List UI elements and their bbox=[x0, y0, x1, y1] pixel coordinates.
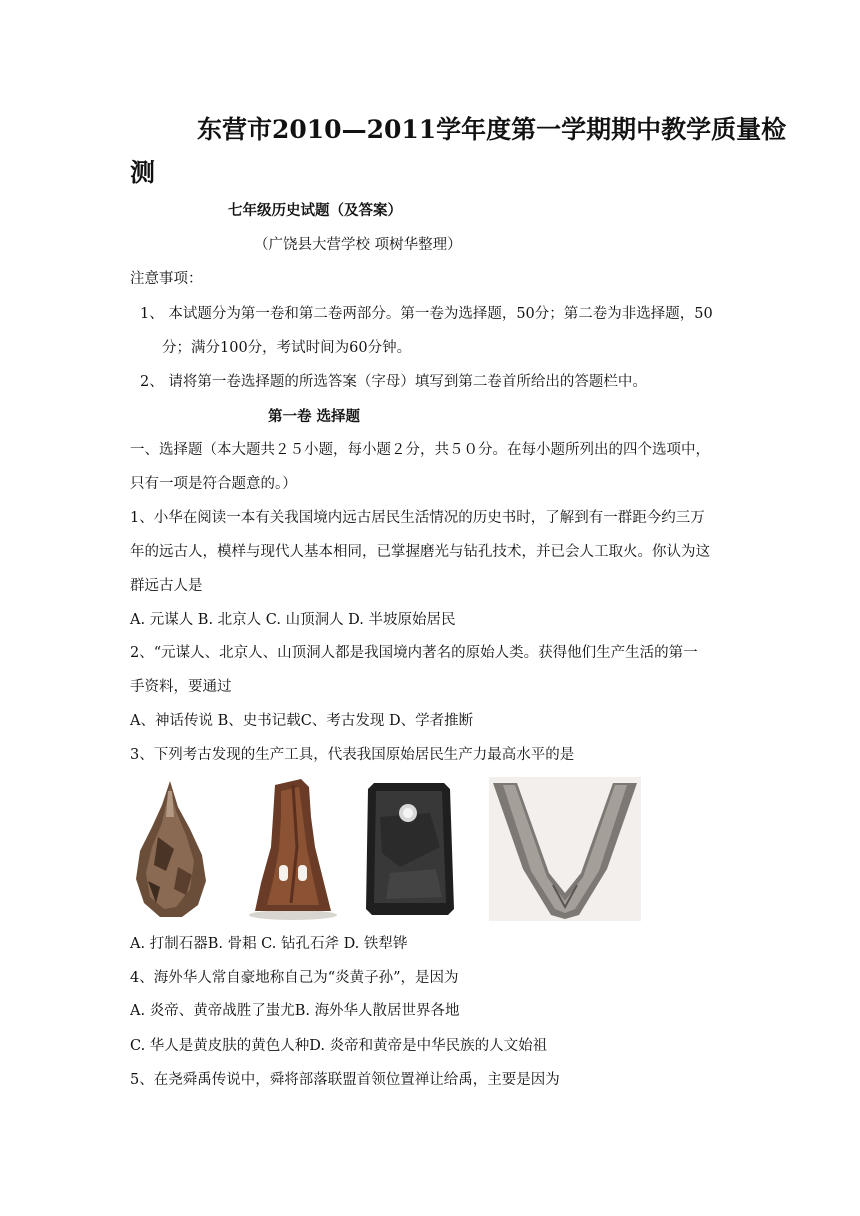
question-4-options-line-2: C. 华人是黄皮肤的黄色人种D. 炎帝和黄帝是中华民族的人文始祖 bbox=[130, 1038, 548, 1054]
chipped-stone-tool-image bbox=[130, 777, 210, 921]
organizer-note: （广饶县大营学校 项树华整理） bbox=[254, 237, 462, 253]
notes-item-2: 2、 请将第一卷选择题的所选答案（字母）填写到第二卷首所给出的答题栏中。 bbox=[140, 374, 647, 390]
part1-line-1: 一、选择题（本大题共２５小题，每小题２分，共５０分。在每小题所列出的四个选项中， bbox=[130, 442, 710, 458]
question-2-options: A、神话传说 B、史书记载C、考古发现 D、学者推断 bbox=[130, 713, 474, 729]
question-1-line-3: 群远古人是 bbox=[130, 578, 203, 594]
subtitle: 七年级历史试题（及答案） bbox=[228, 202, 402, 219]
question-1-options: A. 元谋人 B. 北京人 C. 山顶洞人 D. 半坡原始居民 bbox=[130, 612, 456, 628]
question-3-line-1: 3、下列考古发现的生产工具，代表我国原始居民生产力最高水平的是 bbox=[130, 747, 575, 763]
title-line-1: 东营市2010—2011学年度第一学期期中教学质量检 bbox=[197, 115, 787, 144]
question-1-line-1: 1、小华在阅读一本有关我国境内远古居民生活情况的历史书时，了解到有一群距今约三万 bbox=[130, 510, 705, 526]
notes-item-1-line-1: 1、 本试题分为第一卷和第二卷两部分。第一卷为选择题，50分；第二卷为非选择题，50 bbox=[140, 306, 713, 322]
question-2-line-1: 2、“元谋人、北京人、山顶洞人都是我国境内著名的原始人类。获得他们生产生活的第一 bbox=[130, 645, 698, 661]
part1-line-2: 只有一项是符合题意的。） bbox=[130, 476, 297, 492]
question-4-options-line-1: A. 炎帝、黄帝战胜了蚩尤B. 海外华人散居世界各地 bbox=[130, 1003, 460, 1019]
title-line-2: 测 bbox=[130, 158, 156, 187]
bone-spade-image bbox=[245, 777, 340, 922]
perforated-stone-axe-image bbox=[360, 777, 460, 919]
question-2-line-2: 手资料，要通过 bbox=[130, 679, 232, 695]
notes-heading: 注意事项： bbox=[130, 271, 203, 287]
section-title: 第一卷 选择题 bbox=[268, 408, 361, 425]
iron-plowshare-image bbox=[489, 777, 641, 921]
question-5-line-1: 5、在尧舜禹传说中，舜将部落联盟首领位置禅让给禹，主要是因为 bbox=[130, 1072, 560, 1088]
notes-item-1-line-2: 分；满分100分，考试时间为60分钟。 bbox=[162, 340, 412, 356]
question-4-line-1: 4、海外华人常自豪地称自己为“炎黄子孙”，是因为 bbox=[130, 970, 459, 986]
question-3-options: A. 打制石器B. 骨耜 C. 钻孔石斧 D. 铁犁铧 bbox=[130, 936, 408, 952]
question-1-line-2: 年的远古人，模样与现代人基本相同，已掌握磨光与钻孔技术，并已会人工取火。你认为这 bbox=[130, 544, 710, 560]
